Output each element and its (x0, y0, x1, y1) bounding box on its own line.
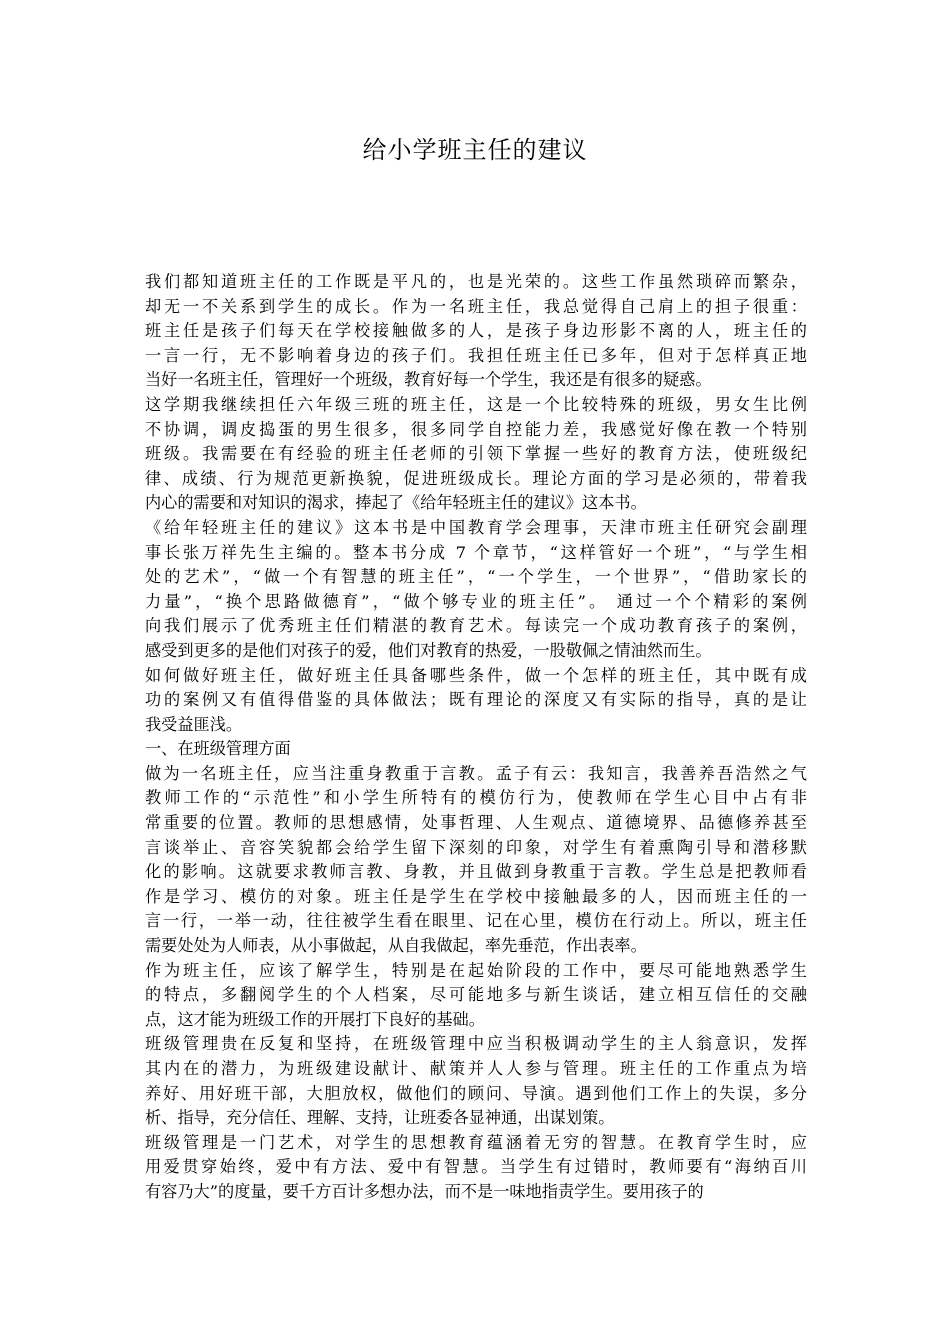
text-line: 做为一名班主任，应当注重身教重于言教。孟子有云：我知言，我善养吾浩然之气 (145, 763, 807, 783)
text-line: 教师工作的“示范性”和小学生所特有的模仿行为，使教师在学生心目中占有非 (145, 788, 807, 808)
text-line: 析、指导，充分信任、理解、支持，让班委各显神通，出谋划策。 (145, 1108, 615, 1128)
text-line: 向我们展示了优秀班主任们精湛的教育艺术。每读完一个成功教育孩子的案例， (145, 616, 807, 636)
text-line: 班主任是孩子们每天在学校接触做多的人，是孩子身边形影不离的人，班主任的 (145, 321, 807, 341)
text-line: 班级管理是一门艺术，对学生的思想教育蕴涵着无穷的智慧。在教育学生时，应 (145, 1132, 807, 1152)
text-line: 一言一行，无不影响着身边的孩子们。我担任班主任已多年，但对于怎样真正地 (145, 345, 807, 365)
text-line: 我受益匪浅。 (145, 714, 243, 734)
document-title: 给小学班主任的建议 (362, 136, 588, 164)
text-line: 言一行，一举一动，往往被学生看在眼里、记在心里，模仿在行动上。所以，班主任 (145, 911, 807, 931)
text-line: 这学期我继续担任六年级三班的班主任，这是一个比较特殊的班级，男女生比例 (145, 394, 807, 414)
text-line: 化的影响。这就要求教师言教、身教，并且做到身教重于言教。学生总是把教师看 (145, 862, 807, 882)
text-line: 当好一名班主任，管理好一个班级，教育好每一个学生，我还是有很多的疑惑。 (145, 370, 712, 390)
text-line: 班级管理贵在反复和坚持，在班级管理中应当积极调动学生的主人翁意识，发挥 (145, 1034, 807, 1054)
text-line: 班级。我需要在有经验的班主任老师的引领下掌握一些好的教育方法，使班级纪 (145, 444, 807, 464)
text-line: 作是学习、模仿的对象。班主任是学生在学校中接触最多的人，因而班主任的一 (145, 886, 807, 906)
text-line: 常重要的位置。教师的思想感情，处事哲理、人生观点、道德境界、品德修养甚至 (145, 813, 807, 833)
text-line: 作为班主任，应该了解学生，特别是在起始阶段的工作中，要尽可能地熟悉学生 (145, 960, 807, 980)
text-line: 需要处处为人师表，从小事做起，从自我做起，率先垂范，作出表率。 (145, 936, 647, 956)
text-line: 一、在班级管理方面 (145, 739, 291, 759)
document-body (145, 270, 807, 1205)
text-line: 言谈举止、音容笑貌都会给学生留下深刻的印象，对学生有着熏陶引导和潜移默 (145, 837, 807, 857)
text-line: 我们都知道班主任的工作既是平凡的，也是光荣的。这些工作虽然琐碎而繁杂， (145, 272, 807, 291)
text-line: 感受到更多的是他们对孩子的爱，他们对教育的热爱，一股敬佩之情油然而生。 (145, 640, 712, 660)
text-line: 养好、用好班干部，大胆放权，做他们的顾问、导演。遇到他们工作上的失误，多分 (145, 1083, 807, 1103)
text-line: 内心的需要和对知识的渴求，捧起了《给年轻班主任的建议》这本书。 (145, 493, 647, 513)
text-line: 不协调，调皮捣蛋的男生很多，很多同学自控能力差，我感觉好像在教一个特别 (145, 419, 807, 439)
text-line: 有容乃大”的度量，要千方百计多想办法，而不是一味地指责学生。要用孩子的 (145, 1181, 704, 1201)
text-line: 点，这才能为班级工作的开展打下良好的基础。 (145, 1009, 485, 1029)
text-line: 用爱贯穿始终，爱中有方法、爱中有智慧。当学生有过错时，教师要有“海纳百川 (145, 1157, 807, 1177)
text-line: 功的案例又有值得借鉴的具体做法；既有理论的深度又有实际的指导，真的是让 (145, 690, 807, 710)
text-line: 其内在的潜力，为班级建设献计、献策并人人参与管理。班主任的工作重点为培 (145, 1059, 807, 1078)
text-line: 《给年轻班主任的建议》这本书是中国教育学会理事，天津市班主任研究会副理 (145, 517, 807, 537)
text-line: 如何做好班主任，做好班主任具备哪些条件，做一个怎样的班主任，其中既有成 (145, 665, 807, 685)
text-line: 的特点，多翻阅学生的个人档案，尽可能地多与新生谈话，建立相互信任的交融 (145, 985, 807, 1005)
text-line: 事长张万祥先生主编的。整本书分成 7 个章节，“这样管好一个班”，“与学生相 (145, 542, 807, 562)
text-line: 力量”，“换个思路做德育”，“做个够专业的班主任”。 通过一个个精彩的案例 (145, 591, 807, 611)
text-line: 却无一不关系到学生的成长。作为一名班主任，我总觉得自己肩上的担子很重： (145, 296, 807, 316)
text-line: 处的艺术”，“做一个有智慧的班主任”，“一个学生，一个世界”，“借助家长的 (145, 567, 807, 587)
text-line: 律、成绩、行为规范更新换貌，促进班级成长。理论方面的学习是必须的，带着我 (145, 468, 807, 488)
